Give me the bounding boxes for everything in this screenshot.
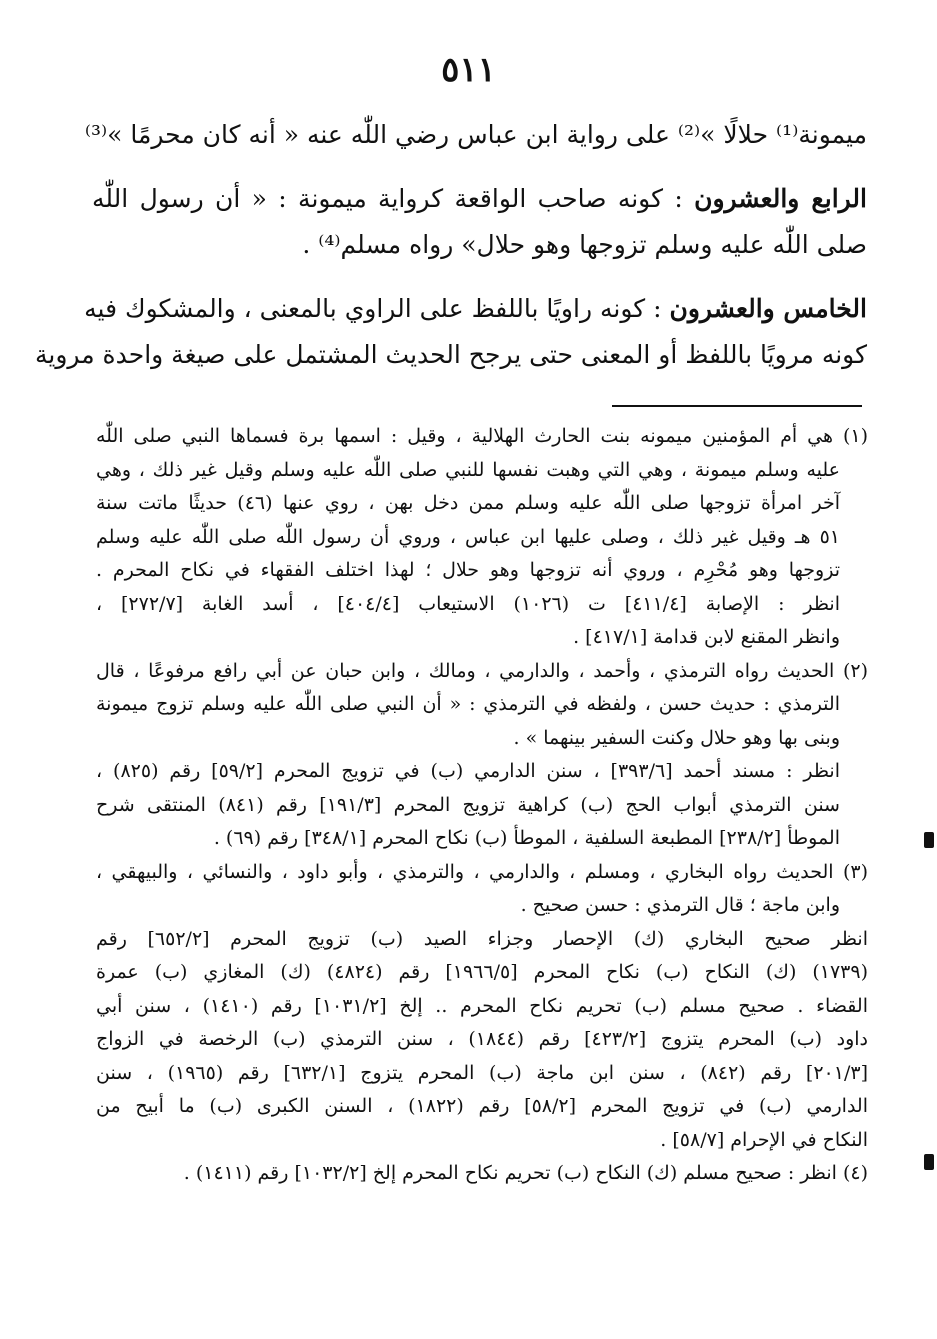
footnote-line: وبنى بها وهو حلال وكنت السفير بينهما » . [513, 726, 840, 749]
footnote-line: (٢) الحديث رواه الترمذي ، وأحمد ، والدارمي ، ومالك ، وابن حبان عن أبي رافع مرفوعًا ، قال [96, 659, 868, 682]
main-line: صلى اللّٰه عليه وسلم تزوجها وهو حلال» رواه مسلم⁽⁴⁾ . [302, 230, 867, 259]
footnote-line: (٣) الحديث رواه البخاري ، ومسلم ، والدارمي ، والترمذي ، وأبو داود ، والنسائي ، والبيهقي ، [96, 860, 868, 883]
paragraph-heading: الخامس والعشرون [669, 294, 867, 323]
footnote-line: وابن ماجة ؛ قال الترمذي : حسن صحيح . [520, 894, 840, 916]
paragraph-gap [92, 158, 867, 176]
main-text [34, 112, 867, 378]
footnote-line: (١٧٣٩) (ك) النكاح (ب) نكاح المحرم [١٩٦٦/٥] رقم (٤٨٢٤) (ك) المغازي (ب) عمرة [96, 961, 868, 983]
footnote-line: الدارمي (ب) في تزويج المحرم [٥٨/٢] رقم (١٨٢٢) ، السنن الكبرى (ب) ما أبيح من [96, 1095, 868, 1117]
footnote-line: عليه وسلم ميمونة ، وهي التي وهبت نفسها للنبي صلى اللّٰه عليه وسلم وقيل غير ذلك ، وهي [96, 458, 840, 481]
footnote-line: آخر امرأة تزوجها صلى اللّٰه عليه وسلم ممن دخل بهن ، روي عنها (٤٦) حديثًا ماتت سنة [96, 492, 840, 514]
footnote-line: تزوجها وهو مُحْرِم ، وروي أنه تزوجها وهو حلال ؛ لهذا اختلف الفقهاء في نكاح المحرم . [96, 559, 840, 581]
main-line [84, 286, 867, 332]
footnote-line: انظر : مسند أحمد [٣٩٣/٦] ، سنن الدارمي (ب) في تزويج المحرم [٥٩/٢] رقم (٨٢٥) ، [96, 760, 840, 782]
paragraph-gap [92, 268, 867, 286]
footnote-line: الموطأ [٢٣٨/٢] المطبعة السلفية ، الموطأ (ب) نكاح المحرم [٣٤٨/١] رقم (٦٩) . [213, 827, 840, 849]
main-line: كونه مرويًا باللفظ أو المعنى حتى يرجح الحديث المشتمل على صيغة واحدة مروية [34, 340, 867, 369]
main-line: ميمونة⁽¹⁾ حلالًا »⁽²⁾ على رواية ابن عباس رضي اللّٰه عنه « أنه كان محرمًا »⁽³⁾ [84, 120, 867, 149]
footnote-line: الترمذي : حديث حسن ، ولفظه في الترمذي : « أن النبي صلى اللّٰه عليه وسلم تزوج ميمونة [96, 693, 840, 715]
footnote-line: داود (ب) المحرم يتزوج [٤٢٣/٢] رقم (١٨٤٤) ، سنن الترمذي (ب) الرخصة في الزواج [96, 1028, 869, 1050]
footnote-line: انظر صحيح البخاري (ك) الإحصار وجزاء الصيد (ب) تزويج المحرم [٦٥٢/٢] رقم [96, 927, 868, 950]
page-number: ٥١١ [441, 50, 496, 90]
footnote-line: سنن الترمذي أبواب الحج (ب) كراهية تزويج المحرم [١٩١/٣] رقم (٨٤١) المنتقى شرح [96, 793, 840, 816]
main-line-text: : كونه راويًا باللفظ على الراوي بالمعنى ، والمشكوك فيه [84, 294, 662, 323]
main-line [92, 176, 867, 222]
footnote-line: (٤) انظر : صحيح مسلم (ك) النكاح (ب) تحريم نكاح المحرم إلخ [١٠٣٢/٢] رقم (١٤١١) . [183, 1162, 868, 1184]
footnote-line: وانظر المقنع لابن قدامة [٤١٧/١] . [573, 626, 840, 648]
footnotes [96, 420, 868, 1191]
footnote-line: النكاح في الإحرام [٥٨/٧] . [660, 1128, 868, 1151]
margin-mark [924, 832, 934, 848]
footnote-line: انظر : الإصابة [٤١١/٤] ت (١٠٢٦) الاستيعاب [٤٠٤/٤] ، أسد الغابة [٢٧٢/٧] ، [96, 592, 840, 615]
footnote-separator [612, 405, 862, 407]
footnote-line: ٥١ هـ وقيل غير ذلك ، وصلى عليها ابن عباس ، وروي أن رسول اللّٰه صلى اللّٰه عليه وسلم [96, 525, 840, 548]
footnote-line: [٢٠١/٣] رقم (٨٤٢) ، سنن ابن ماجة (ب) المحرم يتزوج [٦٣٢/١] رقم (١٩٦٥) ، سنن [96, 1061, 868, 1084]
main-line-text: : كونه صاحب الواقعة كرواية ميمونة : « أن رسول اللّٰه [92, 184, 683, 213]
paragraph-heading: الرابع والعشرون [694, 184, 867, 213]
margin-mark [924, 1154, 934, 1170]
footnote-line: (١) هي أم المؤمنين ميمونه بنت الحارث الهلالية ، وقيل : اسمها برة فسماها النبي صلى اللّٰه [96, 425, 868, 447]
footnote-line: القضاء . صحيح مسلم (ب) تحريم نكاح المحرم .. إلخ [١٠٣١/٢] رقم (١٤١٠) ، سنن أبي [96, 994, 868, 1017]
